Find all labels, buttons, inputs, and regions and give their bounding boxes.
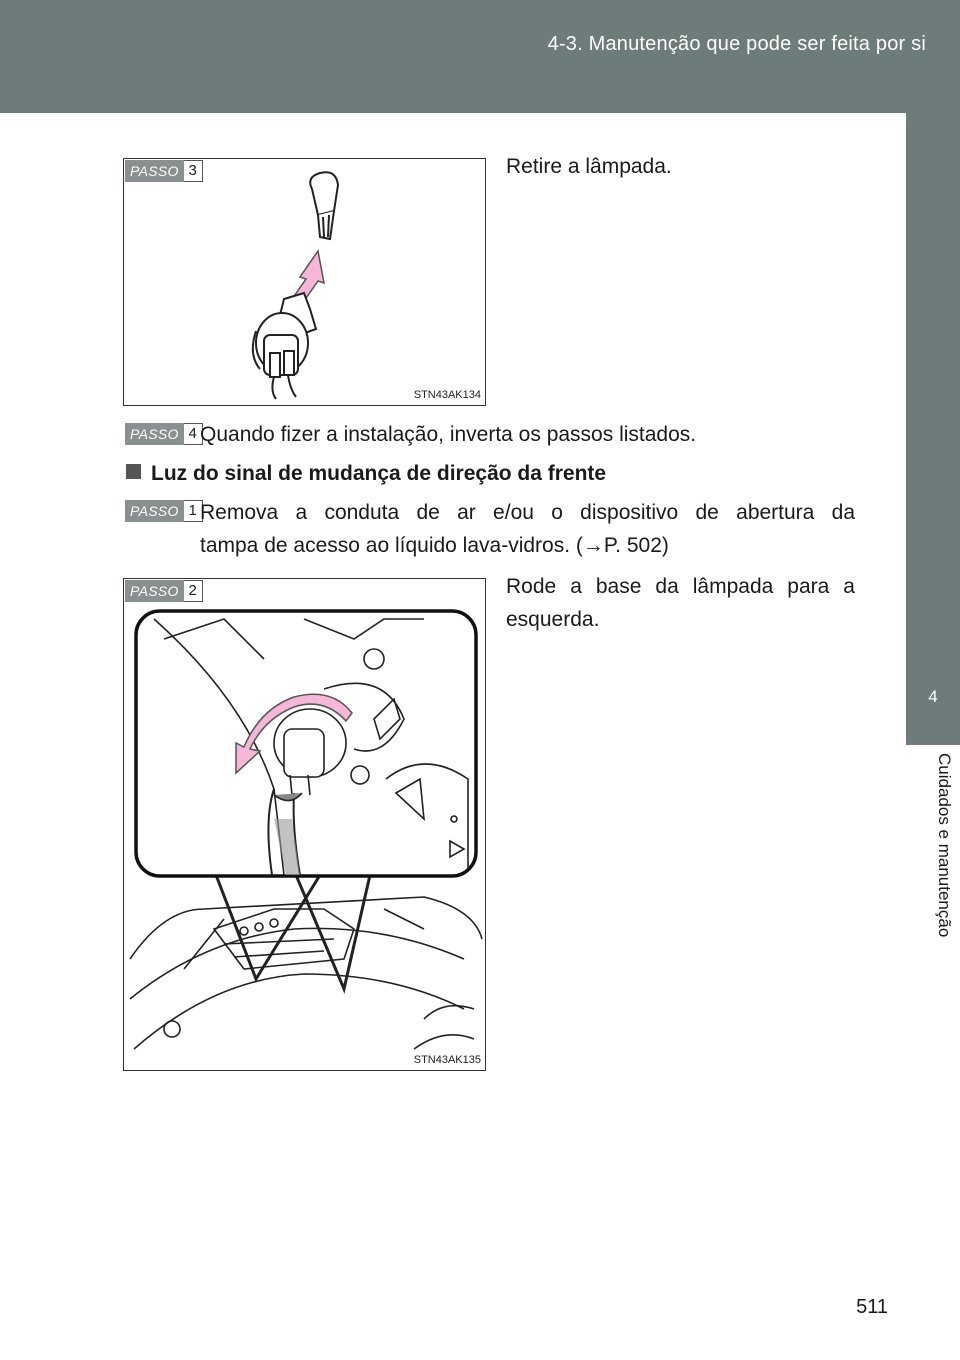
step1-text-line2: tampa de acesso ao líquido lava-vidros. (→P. 502) [200,534,669,557]
section-title: 4-3. Manutenção que pode ser feita por si [547,33,926,55]
step-badge-number: 4 [184,423,203,445]
engine-bay-illustration [124,579,484,1069]
step-badge-label: PASSO [125,500,184,522]
step-badge-number: 1 [184,500,203,522]
bulb-removal-figure [123,158,486,406]
step-badge-2 [125,580,203,602]
chapter-number: 4 [928,687,938,706]
figure-code: STN43AK135 [413,1054,481,1066]
bulb-base-rotate-figure [123,578,486,1071]
step3-text: Retire a lâmpada. [506,155,672,178]
step-badge-label: PASSO [125,580,184,602]
bulb-removal-illustration [124,159,484,404]
side-tab-bar [906,113,960,645]
chapter-tab [906,645,960,745]
step-badge-label: PASSO [125,423,184,445]
section-heading-text: Luz do sinal de mudança de direção da frente [151,462,607,485]
step-badge-number: 3 [184,160,203,182]
step-badge-4 [125,423,203,445]
step-badge-label: PASSO [125,160,184,182]
step4-text: Quando fizer a instalação, inverta os passos listados. [200,423,697,446]
chapter-label-box [906,745,960,1010]
step2-text-line1: Rode a base da lâmpada para a [506,575,855,598]
step2-text-line2: esquerda. [506,608,600,631]
step-badge-3 [125,160,203,182]
page-number: 511 [856,1296,888,1318]
step1-text-line1: Remova a conduta de ar e/ou o dispositivo de abertura da [200,501,855,524]
chapter-label: Cuidados e manutenção [935,753,954,938]
figure-code: STN43AK134 [413,389,481,401]
step-badge-number: 2 [184,580,203,602]
section-heading [126,462,606,486]
step-badge-1 [125,500,203,522]
page-header [0,0,960,113]
square-bullet-icon [126,464,141,479]
